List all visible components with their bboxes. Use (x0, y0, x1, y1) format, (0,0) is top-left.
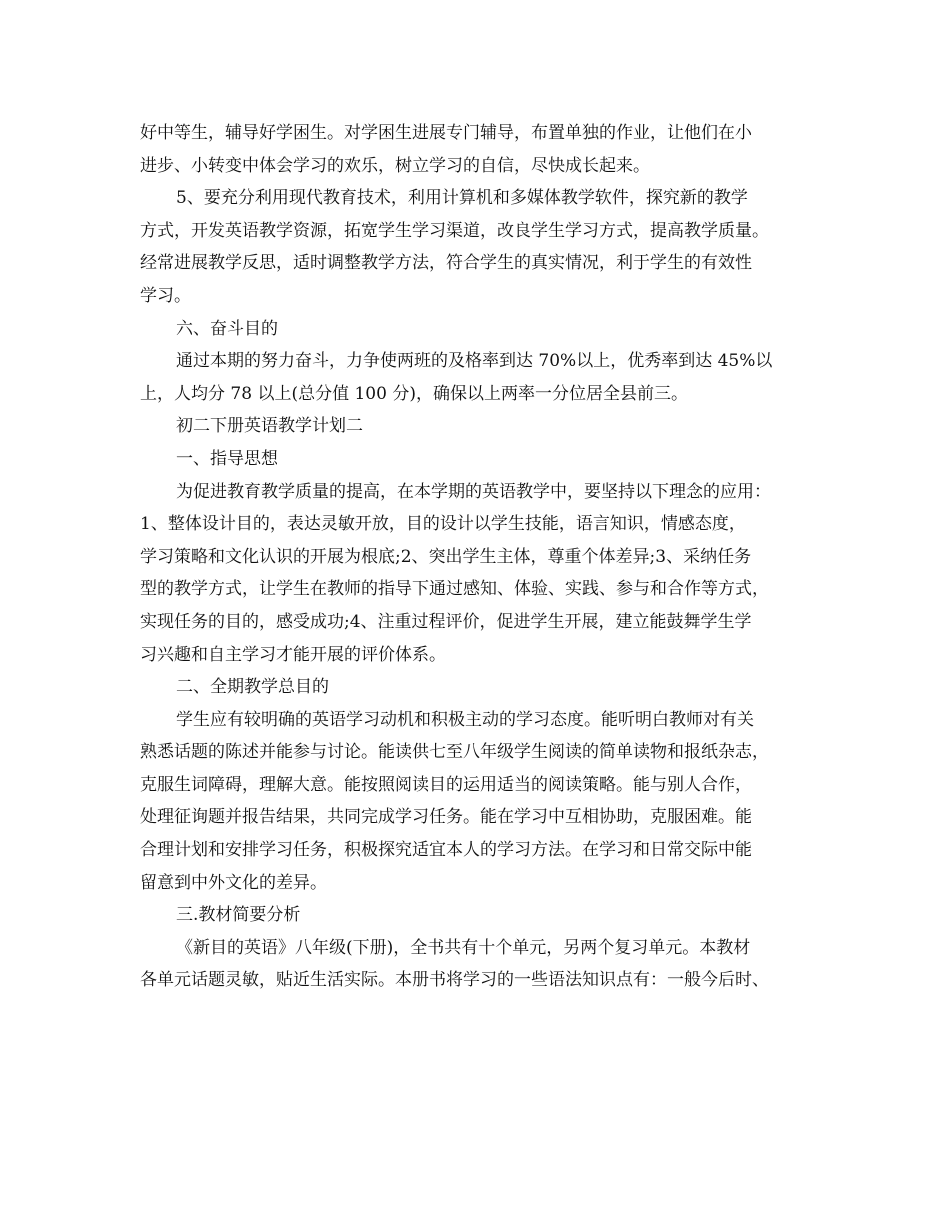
section-heading: 二、全期教学总目的 (176, 677, 329, 698)
text-line: 学生应有较明确的英语学习动机和积极主动的学习态度。能听明白教师对有关 (176, 709, 754, 730)
section-title: 初二下册英语教学计划二 (176, 416, 363, 437)
text-line: 习兴趣和自主学习才能开展的评价体系。 (140, 644, 446, 665)
section-heading: 一、指导思想 (176, 448, 278, 469)
text-line: 克服生词障碍，理解大意。能按照阅读目的运用适当的阅读策略。能与别人合作， (140, 774, 752, 795)
text-line: 为促进教育教学质量的提高，在本学期的英语教学中，要坚持以下理念的应用： (176, 481, 771, 502)
text-line: 处理征询题并报告结果，共同完成学习任务。能在学习中互相协助，克服困难。能 (140, 807, 752, 828)
text-line: 合理计划和安排学习任务，积极探究适宜本人的学习方法。在学习和日常交际中能 (140, 840, 752, 861)
document-body (140, 117, 830, 997)
text-line: 经常进展教学反思，适时调整教学方法，符合学生的真实情况，利于学生的有效性 (140, 253, 752, 274)
text-line: 进步、小转变中体会学习的欢乐，树立学习的自信，尽快成长起来。 (140, 155, 650, 176)
text-line: 型的教学方式，让学生在教师的指导下通过感知、体验、实践、参与和合作等方式， (140, 579, 769, 600)
text-line: 学习。 (140, 285, 191, 306)
text-line: 方式，开发英语教学资源，拓宽学生学习渠道，改良学生学习方式，提高教学质量。 (140, 220, 769, 241)
text-line: 熟悉话题的陈述并能参与讨论。能读供七至八年级学生阅读的简单读物和报纸杂志， (140, 742, 769, 763)
text-line: 实现任务的目的，感受成功;4、注重过程评价，促进学生开展，建立能鼓舞学生学 (140, 611, 752, 632)
text-line: 学习策略和文化认识的开展为根底;2、突出学生主体，尊重个体差异;3、采纳任务 (140, 546, 752, 567)
text-line: 各单元话题灵敏，贴近生活实际。本册书将学习的一些语法知识点有：一般今后时、 (140, 970, 769, 991)
text-line: 通过本期的努力奋斗，力争使两班的及格率到达 70%以上，优秀率到达 45%以 (176, 351, 773, 372)
section-heading: 三.教材简要分析 (176, 905, 301, 926)
text-line: 1、整体设计目的，表达灵敏开放，目的设计以学生技能，语言知识，情感态度， (140, 514, 746, 535)
text-line: 上，人均分 78 以上(总分值 100 分)，确保以上两率一分位居全县前三。 (140, 383, 688, 404)
text-line: 好中等生，辅导好学困生。对学困生进展专门辅导，布置单独的作业，让他们在小 (140, 123, 752, 143)
text-line: 《新目的英语》八年级(下册)，全书共有十个单元，另两个复习单元。本教材 (176, 937, 751, 958)
text-line: 5、要充分利用现代教育技术，利用计算机和多媒体教学软件，探究新的教学 (176, 188, 748, 209)
section-heading: 六、奋斗目的 (176, 318, 278, 339)
text-line: 留意到中外文化的差异。 (140, 872, 327, 893)
